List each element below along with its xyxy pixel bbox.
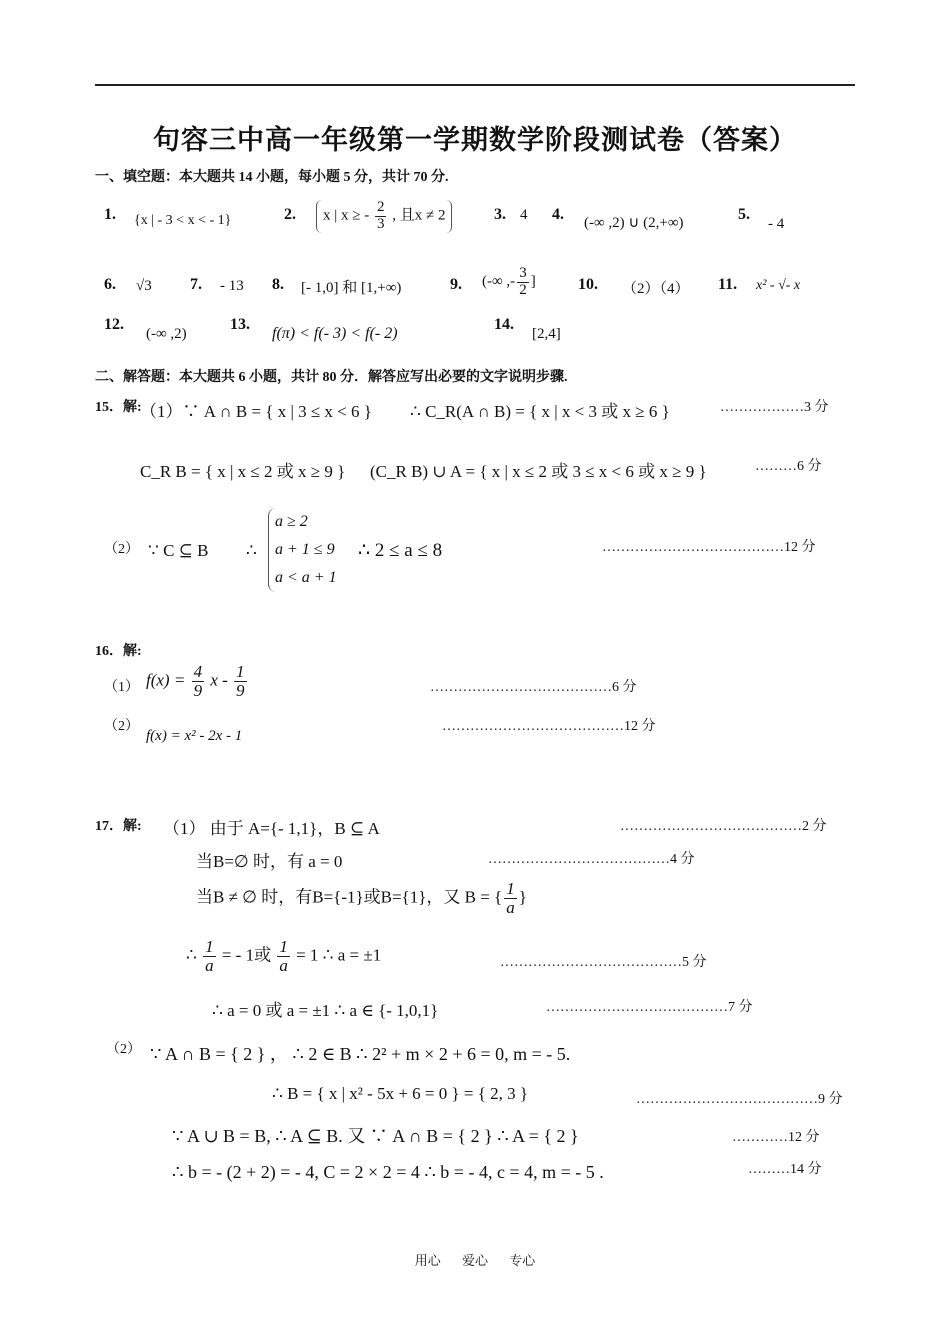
q4-number: 4. — [552, 206, 564, 223]
q2-answer: x | x ≥ - $\frac{2}{3}$ , 且x ≠ 2 — [316, 200, 452, 233]
q4-answer: (-∞ ,2) ∪ (2,+∞) — [584, 215, 684, 231]
q15-score-6: ………6 分 — [755, 459, 822, 474]
q15-score-12: …………………………………12 分 — [602, 540, 816, 555]
q15-result: ∴ 2 ≤ a ≤ 8 — [358, 540, 443, 561]
q13-number: 13. — [230, 316, 250, 333]
q17-score-12: …………12 分 — [732, 1130, 820, 1145]
q10-number: 10. — [578, 276, 598, 293]
q17-line7: ∴ B = { x | x² - 5x + 6 = 0 } = { 2, 3 } — [272, 1084, 529, 1103]
q15-therefore: ∴ — [246, 541, 257, 560]
q11-answer: x² - √- x — [756, 278, 801, 293]
q12-number: 12. — [104, 316, 124, 333]
q6-number: 6. — [104, 276, 116, 293]
q15-part2-label: （2） — [104, 542, 139, 557]
q17-score-5: …………………………………5 分 — [500, 955, 707, 970]
q9-answer: (-∞ ,- $\frac{3}{2}$ ] — [482, 265, 536, 298]
q17-score-2: …………………………………2 分 — [620, 819, 827, 834]
q17-line8: ∵ A ∪ B = B, ∴ A ⊆ B. 又 ∵ A ∩ B = { 2 } ∴ A = { 2 } — [172, 1126, 579, 1146]
q17-score-4: …………………………………4 分 — [488, 852, 695, 867]
q15-heading: 15．解: — [95, 400, 142, 415]
q17-score-14: ………14 分 — [748, 1162, 822, 1177]
q8-number: 8. — [272, 276, 284, 293]
q5-answer: - 4 — [768, 216, 785, 232]
q17-line3: 当B ≠ ∅ 时，有B={-1}或B={1}，又 B = { $\frac{1}{a}$ } — [196, 879, 527, 917]
q10-answer: （2）（4） — [622, 281, 690, 297]
q15-inequality-system: a ≥ 2 a + 1 ≤ 9 a < a + 1 — [268, 508, 337, 592]
section-1-heading: 一、填空题：本大题共 14 小题，每小题 5 分，共计 70 分. — [95, 170, 449, 185]
page-title: 句容三中高一年级第一学期数学阶段测试卷（答案） — [153, 125, 797, 155]
q17-part2-label: （2） — [106, 1042, 141, 1057]
q17-score-7: …………………………………7 分 — [546, 1000, 753, 1015]
q9-number: 9. — [450, 276, 462, 293]
q16-part2-answer: f(x) = x² - 2x - 1 — [146, 728, 243, 744]
q16-heading: 16．解: — [95, 644, 142, 659]
q7-answer: - 13 — [220, 278, 244, 294]
q16-part1-label: （1） — [104, 680, 139, 695]
q15-line1b: ∴ C_R(A ∩ B) = { x | x < 3 或 x ≥ 6 } — [410, 402, 670, 421]
q17-line1: （1） 由于 A={- 1,1}，B ⊆ A — [163, 819, 380, 838]
q6-answer: √3 — [136, 278, 152, 294]
header-rule — [95, 84, 855, 86]
q12-answer: (-∞ ,2) — [146, 326, 187, 342]
q1-answer: {x | - 3 < x < - 1} — [134, 213, 232, 228]
q16-part1-answer: f(x) = $\frac{4}{9}$ x - $\frac{1}{9}$ — [146, 662, 245, 700]
q17-line6: ∵ A ∩ B = { 2 } ， ∴ 2 ∈ B ∴ 2² + m × 2 + 6 = 0, m = - 5. — [150, 1044, 571, 1064]
q16-score-6: …………………………………6 分 — [430, 680, 637, 695]
q17-line2: 当B=∅ 时，有 a = 0 — [196, 852, 343, 871]
q15-line2b: (C_R B) ∪ A = { x | x ≤ 2 或 3 ≤ x < 6 或 x ≥ 9 } — [370, 462, 707, 481]
q13-answer: f(π) < f(- 3) < f(- 2) — [272, 325, 398, 342]
q11-number: 11. — [718, 276, 738, 293]
q17-line4: ∴ $\frac{1}{a}$ = - 1或 $\frac{1}{a}$ = 1 ∴ a = ±1 — [186, 937, 382, 975]
q15-part2-premise: ∵ C ⊆ B — [148, 541, 209, 560]
q16-score-12: …………………………………12 分 — [442, 719, 656, 734]
q3-number: 3. — [494, 206, 506, 223]
q1-number: 1. — [104, 206, 116, 223]
q3-answer: 4 — [520, 207, 528, 223]
q14-answer: [2,4] — [532, 326, 561, 342]
section-2-heading: 二、解答题：本大题共 6 小题，共计 80 分．解答应写出必要的文字说明步骤. — [95, 370, 568, 385]
q17-line9: ∴ b = - (2 + 2) = - 4, C = 2 × 2 = 4 ∴ b = - 4, c = 4, m = - 5 . — [172, 1162, 604, 1182]
q7-number: 7. — [190, 276, 202, 293]
q15-score-3: ………………3 分 — [720, 400, 829, 415]
q8-answer: [- 1,0] 和 [1,+∞) — [301, 280, 402, 296]
q17-score-9: …………………………………9 分 — [636, 1092, 843, 1107]
page-footer: 用心 爱心 专心 — [414, 1253, 536, 1268]
q17-heading: 17．解: — [95, 819, 142, 834]
q17-line5: ∴ a = 0 或 a = ±1 ∴ a ∈ {- 1,0,1} — [212, 1001, 439, 1020]
q16-part2-label: （2） — [104, 719, 139, 734]
q15-line1: （1）∵ A ∩ B = { x | 3 ≤ x < 6 } — [140, 402, 372, 421]
q5-number: 5. — [738, 206, 750, 223]
q14-number: 14. — [494, 316, 514, 333]
q15-line2: C_R B = { x | x ≤ 2 或 x ≥ 9 } — [140, 462, 346, 481]
q2-number: 2. — [284, 206, 296, 223]
